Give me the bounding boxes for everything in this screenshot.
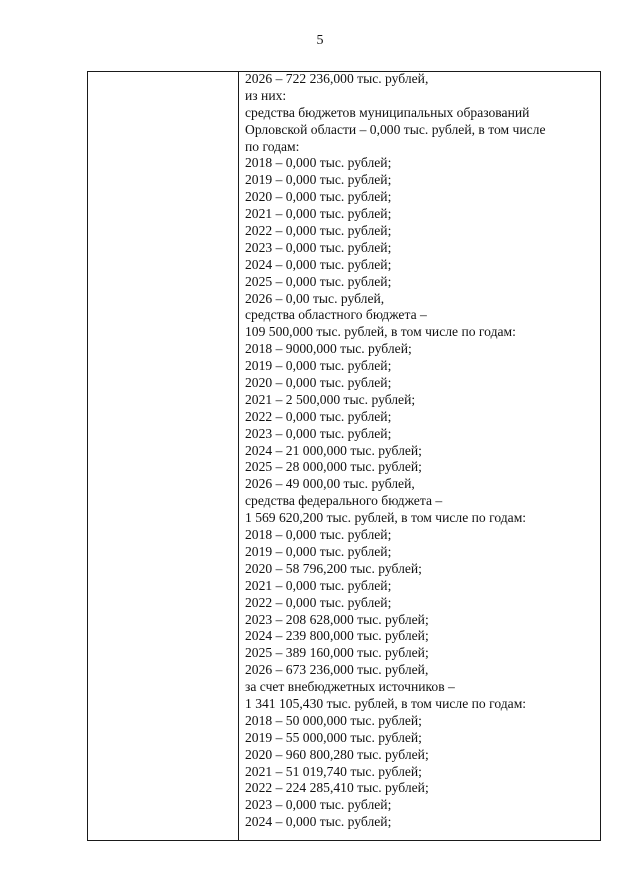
page-number: 5 [316, 33, 324, 48]
text-line: 2020 – 960 800,280 тыс. рублей; [245, 746, 429, 762]
funding-table [87, 71, 601, 841]
text-line: 2022 – 224 285,410 тыс. рублей; [245, 780, 429, 796]
text-line: 2024 – 0,000 тыс. рублей; [245, 814, 392, 830]
text-line: 2024 – 0,000 тыс. рублей; [245, 256, 392, 272]
text-line: из них: [245, 87, 287, 103]
text-line: 2022 – 0,000 тыс. рублей; [245, 223, 392, 239]
text-line: 2026 – 0,00 тыс. рублей, [245, 290, 385, 306]
text-line: 109 500,000 тыс. рублей, в том числе по годам: [245, 324, 516, 340]
text-line: 2023 – 0,000 тыс. рублей; [245, 797, 392, 813]
text-line: 2019 – 0,000 тыс. рублей; [245, 358, 392, 374]
text-line: 2020 – 58 796,200 тыс. рублей; [245, 560, 422, 576]
text-line: 2025 – 0,000 тыс. рублей; [245, 273, 392, 289]
table-right-cell [245, 71, 597, 831]
text-line: по годам: [245, 138, 300, 154]
text-line: средства федерального бюджета – [245, 493, 443, 509]
text-line: 2022 – 0,000 тыс. рублей; [245, 594, 392, 610]
text-line: 2023 – 208 628,000 тыс. рублей; [245, 611, 429, 627]
text-line: 2018 – 50 000,000 тыс. рублей; [245, 712, 422, 728]
text-line: 2019 – 0,000 тыс. рублей; [245, 172, 392, 188]
text-line: 2025 – 389 160,000 тыс. рублей; [245, 645, 429, 661]
text-line: 2021 – 2 500,000 тыс. рублей; [245, 391, 416, 407]
text-line: 2024 – 21 000,000 тыс. рублей; [245, 442, 422, 458]
text-line: 2021 – 51 019,740 тыс. рублей; [245, 763, 422, 779]
text-line: 2020 – 0,000 тыс. рублей; [245, 189, 392, 205]
text-line: 1 569 620,200 тыс. рублей, в том числе по годам: [245, 510, 527, 526]
text-line: за счет внебюджетных источников – [245, 679, 455, 695]
text-line: Орловской области – 0,000 тыс. рублей, в том числе [245, 121, 546, 137]
text-line: 2021 – 0,000 тыс. рублей; [245, 577, 392, 593]
text-line: 2018 – 9000,000 тыс. рублей; [245, 341, 412, 357]
text-line: 2019 – 0,000 тыс. рублей; [245, 543, 392, 559]
text-line: 1 341 105,430 тыс. рублей, в том числе по годам: [245, 695, 527, 711]
text-line: 2026 – 49 000,00 тыс. рублей, [245, 476, 415, 492]
text-line: 2019 – 55 000,000 тыс. рублей; [245, 729, 422, 745]
text-line: 2025 – 28 000,000 тыс. рублей; [245, 459, 422, 475]
text-line: 2023 – 0,000 тыс. рублей; [245, 425, 392, 441]
table-left-cell [88, 72, 238, 840]
text-line: 2021 – 0,000 тыс. рублей; [245, 206, 392, 222]
text-line: 2023 – 0,000 тыс. рублей; [245, 239, 392, 255]
column-divider [238, 72, 239, 840]
text-line: средства бюджетов муниципальных образований [245, 104, 530, 120]
text-line: 2020 – 0,000 тыс. рублей; [245, 375, 392, 391]
text-line: 2018 – 0,000 тыс. рублей; [245, 155, 392, 171]
text-line: 2024 – 239 800,000 тыс. рублей; [245, 628, 429, 644]
text-line: 2026 – 673 236,000 тыс. рублей, [245, 662, 429, 678]
text-line: 2022 – 0,000 тыс. рублей; [245, 408, 392, 424]
text-line: 2018 – 0,000 тыс. рублей; [245, 527, 392, 543]
text-line: 2026 – 722 236,000 тыс. рублей, [245, 71, 429, 86]
text-line: средства областного бюджета – [245, 307, 427, 323]
